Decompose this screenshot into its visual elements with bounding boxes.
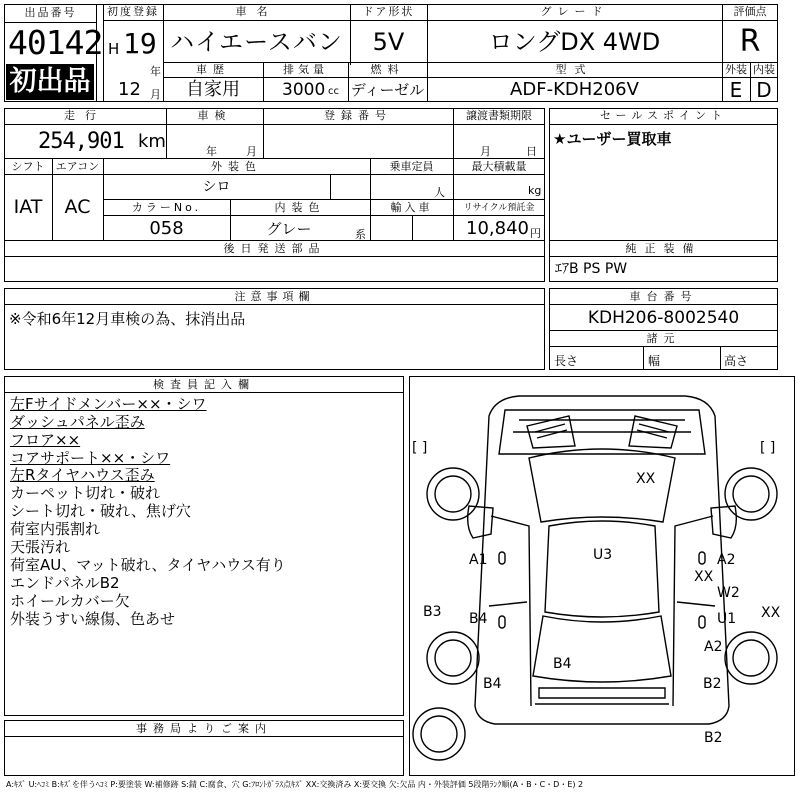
inspection-month-unit: 月	[246, 145, 257, 158]
diagram-bracket-left: [ ]	[412, 440, 428, 456]
damage-mark-b2-right: B2	[703, 676, 722, 692]
transfer-day-unit: 日	[526, 145, 537, 158]
inspector-note-9: 天張汚れ	[10, 538, 71, 556]
recycle-fee: 10,840	[466, 218, 529, 239]
shift-label: シフト	[11, 160, 45, 173]
later-parts-label: 後日発送部品	[223, 242, 326, 255]
car-diagram	[409, 376, 795, 776]
recycle-unit: 円	[530, 227, 541, 240]
inspector-note-6: カーペット切れ・破れ	[10, 484, 161, 502]
damage-mark-b3: B3	[423, 604, 442, 620]
damage-mark-xx-hood: XX	[636, 471, 656, 487]
dims-label: 諸元	[646, 332, 681, 345]
inspector-label: 検査員記入欄	[153, 378, 255, 391]
month-unit: 月	[150, 88, 161, 101]
capacity-label: 乗車定員	[389, 160, 434, 173]
damage-mark-xx-right-edge: XX	[761, 605, 781, 621]
sales-point-label: セールスポイント	[599, 109, 727, 122]
ac-label: エアコン	[55, 160, 100, 173]
import-label: 輸入車	[390, 201, 433, 214]
inspector-note-10: 荷室AU、マット破れ、タイヤハウス有り	[10, 556, 286, 574]
fuel: ディーゼル	[350, 81, 425, 99]
damage-mark-b2-bottom: B2	[704, 730, 723, 746]
mileage: 254,901	[38, 129, 124, 154]
inspector-note-3: フロア××	[10, 431, 81, 449]
displacement: 3000	[282, 80, 326, 100]
inspector-note-5: 左Rタイヤハウス歪み	[10, 466, 155, 484]
first-reg-label: 初度登録	[107, 5, 159, 18]
first-listing-badge: 初出品	[6, 64, 94, 100]
lot-label: 出品番号	[24, 6, 77, 19]
damage-mark-w2: W2	[717, 585, 740, 601]
inspector-note-11: エンドパネルB2	[10, 574, 120, 592]
recycle-label: リサイクル預託金	[463, 203, 535, 213]
int-color-unit: 系	[355, 228, 366, 241]
chassis-label: 車台番号	[629, 290, 698, 303]
exterior-grade: E	[729, 78, 743, 102]
sales-point-text: ★ユーザー買取車	[553, 130, 672, 148]
rating: R	[739, 24, 761, 59]
interior-label: 内装	[753, 63, 775, 76]
damage-mark-a1: A1	[469, 552, 488, 568]
interior-grade: D	[756, 78, 772, 102]
grade: ロングDX 4WD	[488, 28, 661, 56]
int-color-label: 内装色	[274, 201, 326, 214]
inspection-year-unit: 年	[206, 145, 217, 158]
year-unit: 年	[150, 65, 161, 78]
car-name-label: 車名	[235, 5, 278, 18]
transfer-label: 譲渡書類期限	[466, 109, 532, 122]
transfer-month-unit: 月	[480, 145, 491, 158]
damage-mark-u1: U1	[717, 611, 737, 627]
door-label: ドア形状	[362, 5, 415, 18]
inspection-label: 車検	[197, 109, 232, 122]
ac: AC	[64, 196, 91, 218]
chassis-number: KDH206-8002540	[587, 308, 740, 328]
legend: A:ｷｽﾞ U:ﾍｺﾐ B:ｷｽﾞを伴うﾍｺﾐ P:要塗装 W:補修跡 S:錆 C:腐食、穴 G:ﾌﾛﾝﾄｶﾞﾗｽ点ｷｽﾞ XX:交換済み X:要交換 欠:欠品 内・外装評価 5段階ﾗﾝｸ順(A・B・C・D・E) 2	[6, 780, 584, 789]
notes-label: 注意事項欄	[234, 290, 315, 303]
car-name: ハイエースバン	[170, 28, 343, 56]
height-label: 高さ	[724, 354, 749, 368]
exterior-label: 外装	[725, 63, 747, 76]
lot-number: 40142	[8, 23, 103, 62]
fuel-label: 燃料	[370, 63, 405, 76]
damage-mark-a2-lower: A2	[704, 639, 723, 655]
office-label: 事務局よりご案内	[136, 722, 272, 735]
int-color: グレー	[266, 220, 312, 238]
damage-mark-b4-bottom: B4	[483, 676, 502, 692]
history-label: 車歴	[196, 63, 230, 76]
notes-text: ※令和6年12月車検の為、抹消出品	[9, 310, 246, 328]
width-label: 幅	[648, 354, 661, 368]
capacity-unit: 人	[434, 186, 445, 199]
first-reg-year: 19	[123, 27, 157, 60]
rating-label: 評価点	[733, 5, 767, 18]
displacement-label: 排気量	[283, 63, 328, 76]
inspector-note-4: コアサポート××・シワ	[10, 449, 171, 467]
mileage-label: 走行	[64, 109, 106, 122]
color-no-label: カラーNo.	[131, 201, 202, 214]
history: 自家用	[186, 79, 240, 100]
inspector-note-8: 荷室内張割れ	[10, 520, 101, 538]
model: ADF-KDH206V	[510, 79, 639, 100]
max-load-unit: kg	[528, 184, 542, 197]
ext-color: シロ	[202, 179, 231, 195]
damage-mark-a2-right: A2	[717, 552, 736, 568]
length-label: 長さ	[554, 354, 579, 368]
model-label: 型式	[555, 63, 594, 76]
damage-mark-u3: U3	[593, 547, 613, 563]
mileage-unit: km	[138, 131, 166, 152]
diagram-bracket-right: [ ]	[760, 440, 776, 456]
inspector-note-1: 左Fサイドメンバー××・シワ	[10, 395, 207, 413]
inspector-note-7: シート切れ・破れ、焦げ穴	[10, 502, 191, 520]
reg-no-label: 登録番号	[324, 109, 392, 122]
ext-color-label: 外装色	[211, 160, 262, 173]
era: H	[108, 40, 120, 58]
inspector-note-13: 外装うすい線傷、色あせ	[10, 610, 176, 628]
first-reg-month: 12	[118, 79, 141, 100]
max-load-label: 最大積載量	[471, 160, 527, 173]
shift: IAT	[13, 196, 43, 218]
door-type: 5V	[372, 28, 405, 56]
inspector-note-12: ホイールカバー欠	[10, 592, 130, 610]
equipment-label: 純正装備	[625, 242, 702, 255]
inspector-note-2: ダッシュパネル歪み	[10, 413, 145, 431]
equipment-text: ｴｱB PS PW	[555, 261, 628, 277]
grade-label: グレード	[540, 5, 609, 18]
damage-mark-b4-left: B4	[469, 611, 488, 627]
damage-mark-b4-trunk: B4	[553, 656, 572, 672]
color-no: 058	[149, 218, 184, 239]
damage-mark-xx-right-center: XX	[694, 569, 714, 585]
displacement-unit: cc	[328, 86, 339, 97]
